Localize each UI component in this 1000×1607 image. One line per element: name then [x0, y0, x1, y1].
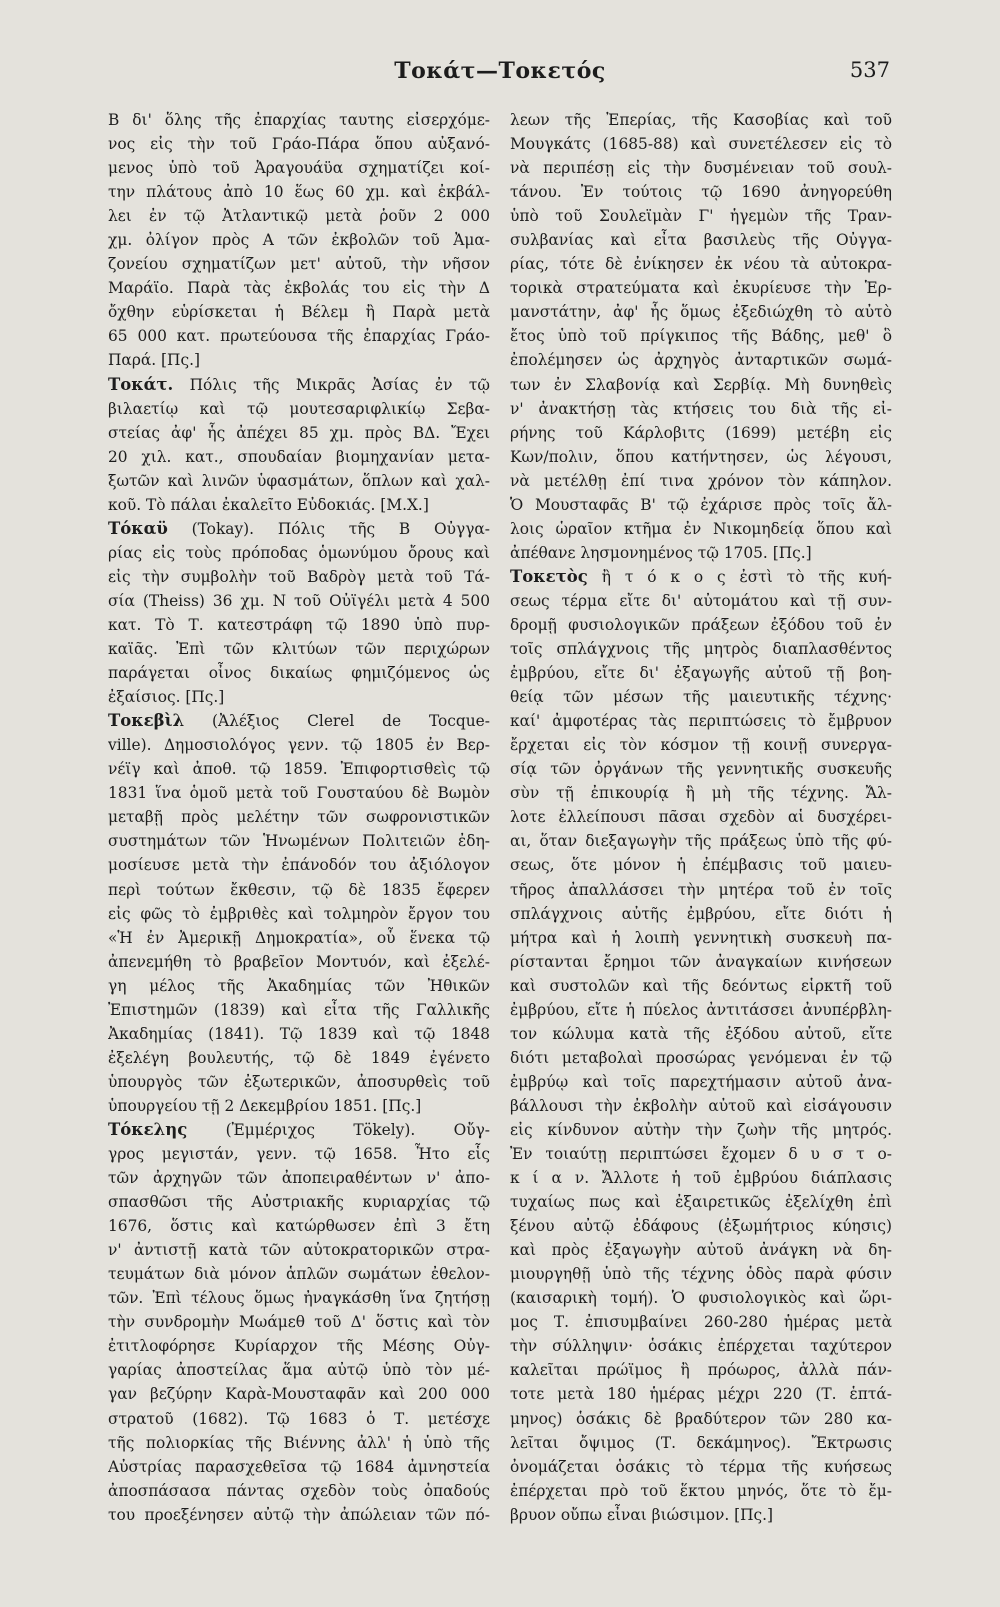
text-line: [510, 1503, 892, 1527]
text-line: [108, 1238, 490, 1262]
text-line: [108, 493, 490, 517]
line-text: τῶν ἀρχηγῶν τῶν ἀποπειραθέντων ν' ἀπο-: [108, 1169, 490, 1188]
line-text: χμ. ὀλίγον πρὸς Α τῶν ἐκβολῶν τοῦ Ἀμα-: [108, 231, 490, 250]
text-line: [108, 1046, 490, 1070]
text-line: [108, 805, 490, 829]
text-line: [510, 180, 892, 204]
line-text: μανστάτην, ἀφ' ἧς ὅμως ἐξεδιώχθη τὸ αὐτὸ: [510, 303, 892, 322]
text-line: [108, 1262, 490, 1286]
line-text: Ὁ Μουσταφᾶς Β' τῷ ἐχάρισε πρὸς τοῖς ἄλ-: [510, 495, 892, 514]
text-line: [108, 1142, 490, 1166]
line-text: τοῖς σπλάγχνοις τῆς μητρὸς διαπλασθέντος: [510, 640, 892, 659]
line-text: Μουγκάτς (1685-88) καὶ συνετέλεσεν εἰς τὸ: [510, 135, 892, 154]
text-line: [510, 300, 892, 324]
text-line: [108, 1190, 490, 1214]
line-text: βρυον οὔπω εἶναι βιώσιμον. [Πς.]: [510, 1505, 774, 1524]
line-text: ἔτος ὑπὸ τοῦ πρίγκιπος τῆς Βάδης, μεθ' ὃ: [510, 327, 892, 346]
text-line: [108, 132, 490, 156]
text-line: [108, 926, 490, 950]
text-line: [510, 1118, 892, 1142]
entry-headword: Τοκεβὶλ: [108, 711, 185, 731]
line-text: τευμάτων διὰ μόνον ἁπλῶν σωμάτων ἐθελον-: [108, 1265, 490, 1284]
text-line: [510, 493, 892, 517]
line-text: (καισαρικὴ τομή). Ὁ φυσιολογικὸς καὶ ὥρι-: [510, 1289, 892, 1308]
text-line: [108, 180, 490, 204]
line-text: τυχαίως πως καὶ ἐξαιρετικῶς ἐξελίχθη ἐπὶ: [510, 1193, 892, 1212]
line-text: βάλλουσι τὴν ἐκβολὴν αὐτοῦ καὶ εἰσάγουσιν: [510, 1096, 892, 1115]
text-line: [510, 1431, 892, 1455]
text-line: [510, 781, 892, 805]
line-text: ξωτῶν καὶ λινῶν ὑφασμάτων, ὅπλων καὶ χαλ-: [108, 471, 490, 490]
line-text: ἐμβρύου, εἴτε ἡ πύελος ἀντιτάσσει ἀνυπέρβλη-: [510, 1000, 892, 1019]
text-line: [108, 829, 490, 853]
entry-headword: Τόκελης: [108, 1119, 188, 1139]
line-text: τοτε μετὰ 180 ἡμέρας μέχρι 220 (Τ. ἑπτά-: [510, 1385, 892, 1404]
line-text: λοις ὡραῖον κτῆμα ἐν Νικομηδείᾳ ὅπου καὶ: [510, 519, 892, 538]
text-line: [108, 1310, 490, 1334]
line-text: γαρίας ἀποστείλας ἅμα αὐτῷ ὑπὸ τὸν μέ-: [108, 1361, 490, 1380]
line-text: συστημάτων τῶν Ἡνωμένων Πολιτειῶν ἐδη-: [108, 832, 490, 851]
line-text: τορικὰ στρατεύματα καὶ ἐκυρίευσε τὴν Ἑρ-: [510, 279, 892, 298]
line-text: νὰ περιπέσῃ εἰς τὴν δυσμένειαν τοῦ σουλ-: [510, 159, 892, 178]
running-head: [0, 58, 1000, 92]
line-text: ὄχθην εὑρίσκεται ἡ Βέλεμ ἢ Παρὰ μετὰ: [108, 303, 490, 322]
line-text: στείας ἀφ' ἧς ἀπέχει 85 χμ. πρὸς ΒΔ. Ἔχει: [108, 423, 490, 442]
text-line: [108, 613, 490, 637]
text-line: [510, 228, 892, 252]
text-line: [108, 541, 490, 565]
text-line: [510, 1070, 892, 1094]
line-text: δρομῇ φυσιολογικῶν πράξεων ἐξόδου τοῦ ἐν: [510, 615, 892, 634]
text-line: [510, 1142, 892, 1166]
line-text: νος εἰς τὴν τοῦ Γράο-Πάρα ὅπου αὐξανό-: [108, 135, 490, 154]
text-line: [510, 252, 892, 276]
line-text: 65 000 κατ. πρωτεύουσα τῆς ἐπαρχίας Γράο-: [108, 327, 490, 346]
text-line: [108, 1382, 490, 1406]
line-text: Ἐν τοιαύτῃ περιπτώσει ἔχομεν δ υ σ τ ο-: [510, 1145, 892, 1164]
line-text: παράγεται οἶνος δικαίως φημιζόμενος ὡς: [108, 664, 490, 683]
line-text: Αὐστρίας παρασχεθεῖσα τῷ 1684 ἀμνηστεία: [108, 1457, 490, 1476]
line-text: τῆς πολιορκίας τῆς Βιέννης ἀλλ' ἡ ὑπὸ τῆς: [108, 1433, 490, 1452]
text-line: [108, 685, 490, 709]
line-text: ἐξαίσιος. [Πς.]: [108, 688, 225, 707]
line-text: την πλάτους ἀπὸ 10 ἕως 60 χμ. καὶ ἐκβάλ-: [108, 183, 490, 202]
text-line: [510, 517, 892, 541]
text-line: [108, 348, 490, 372]
line-text: νέϊγ καὶ ἀποθ. τῷ 1859. Ἐπιφορτισθεὶς τῷ: [108, 760, 490, 779]
text-line: [108, 1166, 490, 1190]
text-line: [510, 950, 892, 974]
line-text: τον κώλυμα κατὰ τῆς ἐξόδου αὐτοῦ, εἴτε: [510, 1024, 892, 1043]
text-line: [108, 228, 490, 252]
line-text: ν' ἀντιστῇ κατὰ τῶν αὐτοκρατορικῶν στρα-: [108, 1241, 490, 1260]
page-number: 537: [849, 58, 890, 82]
text-line: [510, 1407, 892, 1431]
text-line: [510, 1046, 892, 1070]
line-text: λεων τῆς Ἐπερίας, τῆς Κασοβίας καὶ τοῦ: [510, 111, 892, 129]
line-text: του προεξένησεν αὐτῷ τὴν ἀπώλειαν τῶν πό-: [108, 1505, 490, 1524]
line-text: ὀνομάζεται ὁσάκις τὸ τέρμα τῆς κυήσεως: [510, 1457, 892, 1476]
text-line: [510, 661, 892, 685]
text-line: [510, 1382, 892, 1406]
line-text: καὶ πρὸς ἐξαγωγὴν αὐτοῦ ἀνάγκη νὰ δη-: [510, 1241, 892, 1260]
text-line: [108, 517, 490, 541]
text-line: [108, 324, 490, 348]
line-text: συλβανίας καὶ εἶτα βασιλεὺς τῆς Οὐγγα-: [510, 231, 892, 250]
text-line: [108, 733, 490, 757]
line-text: ὑπουργείου τῇ 2 Δεκεμβρίου 1851. [Πς.]: [108, 1096, 422, 1115]
text-line: [108, 950, 490, 974]
text-line: [510, 1166, 892, 1190]
line-text: διότι μεταβολαὶ προσώρας γενόμεναι ἐν τῷ: [510, 1048, 892, 1067]
text-line: [510, 541, 892, 565]
text-line: [108, 878, 490, 902]
text-line: [108, 1334, 490, 1358]
line-text: τὴν συνδρομὴν Μωάμεθ τοῦ Δ' ὅστις καὶ τὸν: [108, 1313, 490, 1332]
text-line: [510, 1310, 892, 1334]
line-text: ρήνης τοῦ Κάρλοβιτς (1699) μετέβη εἰς: [510, 423, 892, 442]
line-text: των ἐν Σλαβονίᾳ καὶ Σερβίᾳ. Μὴ δυνηθεὶς: [510, 375, 892, 394]
text-line: [108, 373, 490, 397]
text-line: [510, 902, 892, 926]
text-line: [510, 132, 892, 156]
line-text: σὺν τῇ ἐπικουρίᾳ ἢ μὴ τῆς τέχνης. Ἄλ-: [510, 784, 892, 803]
text-line: [510, 805, 892, 829]
entry-headword: Τόκαϋ: [108, 518, 168, 538]
line-text: περὶ τούτων ἔκθεσιν, τῷ δὲ 1835 ἔφερεν: [108, 880, 490, 899]
text-line: [510, 685, 892, 709]
text-line: [108, 252, 490, 276]
line-text: μοσίευσε μετὰ τὴν ἐπάνοδόν του ἀξιόλογον: [108, 856, 490, 875]
line-text: ρίστανται ἔρημοι τῶν ἀναγκαίων κινήσεων: [510, 952, 892, 971]
line-text: ἀποσπάσασα πάντας σχεδὸν τοὺς ὀπαδούς: [108, 1481, 490, 1500]
text-line: [510, 1262, 892, 1286]
text-line: [510, 156, 892, 180]
line-text: εἰς τὴν συμβολὴν τοῦ Βαδρὸγ μετὰ τοῦ Τά-: [108, 567, 490, 586]
line-text: 1676, ὅστις καὶ κατώρθωσεν ἐπὶ 3 ἔτη: [108, 1217, 490, 1236]
text-line: [108, 565, 490, 589]
text-line: [108, 853, 490, 877]
line-text: εἰς κίνδυνον αὐτὴν τὴν ζωὴν τῆς μητρός.: [510, 1120, 892, 1139]
text-line: [510, 373, 892, 397]
text-line: [108, 757, 490, 781]
entry-headword: Τοκετὸς: [510, 566, 588, 586]
text-line: [510, 445, 892, 469]
text-line: [510, 1479, 892, 1503]
text-line: [510, 324, 892, 348]
text-line: [108, 1455, 490, 1479]
text-line: [510, 1238, 892, 1262]
line-text: σεως, ὅτε μόνον ἡ ἐπέμβασις τοῦ μαιευ-: [510, 856, 892, 875]
line-text: Ἀκαδημίας (1841). Τῷ 1839 καὶ τῷ 1848: [108, 1024, 490, 1043]
left-column: [108, 108, 490, 1527]
line-text: ἐπολέμησεν ὡς ἀρχηγὸς ἀνταρτικῶν σωμά-: [510, 351, 892, 370]
line-text: βιλαετίῳ καὶ τῷ μουτεσαριφλικίῳ Σεβα-: [108, 399, 490, 418]
line-text: ἐπέρχεται πρὸ τοῦ ἕκτου μηνός, ὅτε τὸ ἔμ-: [510, 1481, 892, 1500]
text-line: [510, 878, 892, 902]
line-text: καϊᾶς. Ἐπὶ τῶν κλιτύων τῶν περιχώρων: [108, 640, 490, 659]
right-column: [510, 108, 892, 1527]
text-line: [108, 1118, 490, 1142]
line-text: (Tokay). Πόλις τῆς Β Οὐγγα-: [167, 519, 490, 538]
text-line: [108, 781, 490, 805]
text-line: [108, 445, 490, 469]
line-text: ν' ἀνακτήσῃ τὰς κτήσεις του διὰ τῆς εἰ-: [510, 399, 892, 418]
text-line: [510, 108, 892, 132]
line-text: Παρά. [Πς.]: [108, 351, 200, 370]
text-line: [510, 565, 892, 589]
text-line: [510, 637, 892, 661]
line-text: ἐμβρύου, εἴτε δι' ἐξαγωγῆς αὐτοῦ τῇ βοη-: [510, 664, 892, 683]
text-line: [108, 589, 490, 613]
line-text: ville). Δημοσιολόγος γενν. τῷ 1805 ἐν Βερ-: [108, 736, 490, 755]
text-line: [510, 998, 892, 1022]
line-text: ρίας εἰς τοὺς πρόποδας ὁμωνύμου ὄρους καὶ: [108, 543, 490, 562]
text-line: [108, 156, 490, 180]
line-text: Ἐπιστημῶν (1839) καὶ εἶτα τῆς Γαλλικῆς: [108, 1000, 490, 1019]
line-text: θείᾳ τῶν μέσων τῆς μαιευτικῆς τέχνης·: [510, 688, 892, 707]
line-text: σπασθῶσι τῆς Αὐστριακῆς κυριαρχίας τῷ: [108, 1193, 490, 1212]
text-line: [510, 709, 892, 733]
text-line: [108, 276, 490, 300]
text-line: [510, 1286, 892, 1310]
line-text: (Ἀλέξιος Clerel de Tocque-: [184, 712, 490, 731]
line-text: λεῖται ὄψιμος (Τ. δεκάμηνος). Ἔκτρωσις: [510, 1433, 892, 1452]
line-text: «Ἡ ἐν Ἀμερικῇ Δημοκρατία», οὗ ἕνεκα τῷ: [108, 928, 490, 947]
line-text: ρίας, τότε δὲ ἐνίκησεν ἐκ νέου τὰ αὐτοκρα-: [510, 255, 892, 274]
line-text: σπλάγχνοις αὐτῆς ἐμβρύου, εἴτε διότι ἡ: [510, 904, 892, 923]
line-text: ξένου αὐτῷ ἐδάφους (ἐξωμήτριος κύησις): [510, 1217, 892, 1236]
text-line: [510, 469, 892, 493]
line-text: 20 χιλ. κατ., σπουδαίαν βιομηχανίαν μετα-: [108, 447, 490, 466]
text-line: [510, 757, 892, 781]
text-line: [510, 276, 892, 300]
text-line: [510, 613, 892, 637]
line-text: καί' ἀμφοτέρας τὰς περιπτώσεις τὸ ἔμβρυον: [510, 712, 892, 731]
text-line: [108, 1214, 490, 1238]
text-line: [108, 661, 490, 685]
line-text: τῆρος ἀπαλλάσσει τὴν μητέρα τοῦ ἐν τοῖς: [510, 880, 892, 899]
line-text: ἀπενεμήθη τὸ βραβεῖον Μοντυόν, καὶ ἐξελέ-: [108, 952, 490, 971]
line-text: τάνου. Ἐν τούτοις τῷ 1690 ἀνηγορεύθη: [510, 183, 892, 202]
text-line: [108, 108, 490, 132]
text-line: [108, 1286, 490, 1310]
line-text: 1831 ἵνα ὁμοῦ μετὰ τοῦ Γουσταύου δὲ Βωμὸν: [108, 784, 490, 803]
line-text: Μαράϊο. Παρὰ τὰς ἐκβολάς του εἰς τὴν Δ: [108, 279, 490, 298]
line-text: στρατοῦ (1682). Τῷ 1683 ὁ Τ. μετέσχε: [108, 1409, 490, 1428]
text-line: [108, 1479, 490, 1503]
text-line: [510, 926, 892, 950]
entry-headword: Τοκάτ.: [108, 374, 174, 394]
text-line: [510, 1022, 892, 1046]
line-text: εἰς φῶς τὸ ἐμβριθὲς καὶ τολμηρὸν ἔργον του: [108, 904, 490, 923]
text-line: [108, 300, 490, 324]
line-text: Πόλις τῆς Μικρᾶς Ἀσίας ἐν τῷ: [173, 375, 490, 394]
line-text: σία (Theiss) 36 χμ. Ν τοῦ Οὐϊγέλι μετὰ 4 500: [108, 591, 490, 610]
text-line: [108, 1094, 490, 1118]
line-text: τῶν. Ἐπὶ τέλους ὅμως ἠναγκάσθη ἵνα ζητήσῃ: [108, 1289, 490, 1308]
line-text: αι, ὅταν διεξαγωγὴν τῆς πράξεως ὑπὸ τῆς φύ-: [510, 832, 892, 851]
text-line: [108, 469, 490, 493]
text-line: [108, 1431, 490, 1455]
text-line: [108, 421, 490, 445]
line-text: Β δι' ὅλης τῆς ἐπαρχίας ταυτης εἰσερχόμε-: [108, 111, 490, 129]
text-line: [108, 974, 490, 998]
text-line: [510, 733, 892, 757]
text-line: [108, 1070, 490, 1094]
text-line: [108, 1358, 490, 1382]
text-line: [510, 1214, 892, 1238]
line-text: μος Τ. ἐπισυμβαίνει 260-280 ἡμέρας μετὰ: [510, 1313, 892, 1332]
line-text: καὶ συστολῶν καὶ τῆς δεόντως εἱρκτῆ τοῦ: [510, 976, 892, 995]
line-text: μιουργηθῇ ὑπὸ τῆς τέχνης ὁδὸς παρὰ φύσιν: [510, 1265, 892, 1284]
text-line: [108, 637, 490, 661]
line-text: μήτρα καὶ ἡ λοιπὴ γεννητικὴ συσκευὴ πα-: [510, 928, 892, 947]
text-line: [510, 829, 892, 853]
text-line: [108, 1407, 490, 1431]
line-text: ἔρχεται εἰς τὸν κόσμον τῇ κοινῇ συνεργα-: [510, 736, 892, 755]
line-text: ὑπουργὸς τῶν ἐξωτερικῶν, ἀποσυρθεὶς τοῦ: [108, 1072, 490, 1091]
line-text: μηνος) ὁσάκις δὲ βραδύτερον τῶν 280 κα-: [510, 1409, 892, 1428]
text-line: [108, 397, 490, 421]
text-line: [510, 589, 892, 613]
line-text: (Ἐμμέριχος Tökely). Οὔγ-: [187, 1120, 490, 1139]
line-text: ἢ τ ό κ ο ς ἐστὶ τὸ τῆς κυή-: [587, 567, 892, 586]
text-line: [510, 204, 892, 228]
line-text: ἐτιτλοφόρησε Κυρίαρχον τῆς Μέσης Οὐγ-: [108, 1337, 490, 1356]
line-text: ὑπὸ τοῦ Σουλεϊμὰν Γ' ἡγεμὼν τῆς Τραν-: [510, 207, 892, 226]
line-text: γαν βεζύρην Καρὰ-Μουσταφᾶν καὶ 200 000: [108, 1385, 490, 1404]
text-line: [510, 974, 892, 998]
line-text: λει ἐν τῷ Ἀτλαντικῷ μετὰ ῥοῦν 2 000: [108, 207, 490, 226]
line-text: σεως τέρμα εἴτε δι' αὐτομάτου καὶ τῇ συν-: [510, 591, 892, 610]
line-text: ἐξελέγη βουλευτής, τῷ δὲ 1849 ἐγένετο: [108, 1048, 490, 1067]
line-text: τὴν σύλληψιν· ὁσάκις ἐπέρχεται ταχύτερον: [510, 1337, 892, 1356]
text-line: [510, 1358, 892, 1382]
line-text: σίᾳ τῶν ὀργάνων τῆς γεννητικῆς συσκευῆς: [510, 760, 892, 779]
text-line: [510, 853, 892, 877]
running-head-title: Τοκάτ—Τοκετός: [394, 58, 606, 84]
line-text: ἀπέθανε λησμονημένος τῷ 1705. [Πς.]: [510, 543, 812, 562]
text-line: [510, 421, 892, 445]
line-text: μεταβῇ πρὸς μελέτην τῶν σωφρονιστικῶν: [108, 808, 490, 827]
line-text: μενος ὑπὸ τοῦ Ἀραγουάϋα σχηματίζει κοί-: [108, 159, 490, 178]
line-text: νὰ μετέλθῃ ἐπί τινα χρόνον τὸν κάπηλον.: [510, 471, 892, 490]
text-line: [510, 1455, 892, 1479]
text-line: [108, 998, 490, 1022]
line-text: κ ί α ν. Ἄλλοτε ἡ τοῦ ἐμβρύου διάπλασις: [510, 1169, 892, 1188]
text-line: [510, 348, 892, 372]
line-text: λοτε ἐλλείπουσι πᾶσαι σχεδὸν αἱ δυσχέρει-: [510, 808, 892, 827]
line-text: ζονείου σχηματίζων μετ' αὐτοῦ, τὴν νῆσον: [108, 255, 490, 274]
line-text: ἐμβρύῳ καὶ τοῖς παρεχτήμασιν αὐτοῦ ἀνα-: [510, 1072, 892, 1091]
text-line: [510, 1190, 892, 1214]
text-line: [108, 709, 490, 733]
line-text: κοῦ. Τὸ πάλαι ἐκαλεῖτο Εὐδοκιάς. [Μ.Χ.]: [108, 495, 429, 514]
line-text: καλεῖται πρώϊμος ἢ πρόωρος, ἀλλὰ πάν-: [510, 1361, 892, 1380]
text-line: [108, 204, 490, 228]
line-text: γη μέλος τῆς Ἀκαδημίας τῶν Ἠθικῶν: [108, 976, 490, 995]
text-line: [510, 1094, 892, 1118]
line-text: Κων/πολιν, ὅπου κατήντησεν, ὡς λέγουσι,: [510, 447, 892, 466]
line-text: γρος μεγιστάν, γενν. τῷ 1658. Ἦτο εἷς: [108, 1145, 490, 1164]
line-text: κατ. Τὸ Τ. κατεστράφη τῷ 1890 ὑπὸ πυρ-: [108, 615, 490, 634]
text-line: [108, 1503, 490, 1527]
text-line: [108, 1022, 490, 1046]
text-line: [510, 1334, 892, 1358]
text-line: [108, 902, 490, 926]
text-line: [510, 397, 892, 421]
